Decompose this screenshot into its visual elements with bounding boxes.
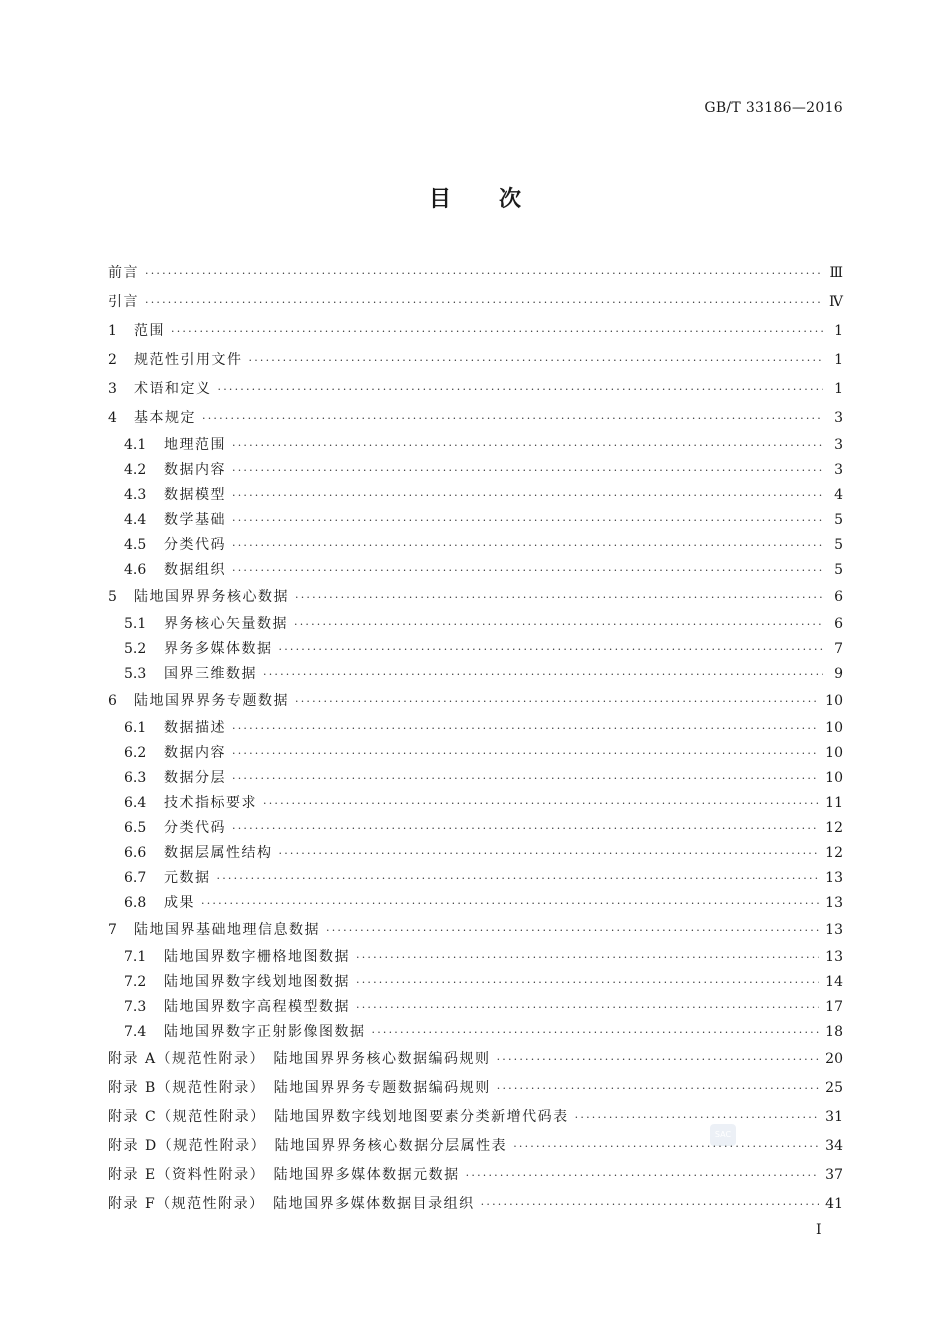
toc-leader-dots (249, 346, 824, 375)
toc-entry-page: 6 (834, 616, 843, 632)
toc-entry-page: 1 (834, 323, 843, 339)
toc-entry-label: 技术指标要求 (164, 795, 257, 811)
toc-entry-page: 13 (825, 922, 843, 938)
toc-entry-page: 17 (825, 999, 843, 1015)
toc-entry[interactable] (108, 1132, 843, 1161)
toc-entry-label: 数据层属性结构 (164, 845, 273, 861)
toc-entry-page: 12 (825, 845, 843, 861)
toc-entry-number: 4.1 (124, 437, 147, 453)
toc-entry-number: 4.6 (124, 562, 147, 578)
toc-leader-dots (279, 841, 820, 866)
toc-entry-page: 10 (825, 745, 843, 761)
toc-leader-dots (202, 404, 823, 433)
title-char-2: 次 (499, 187, 522, 212)
toc-entry[interactable] (108, 483, 843, 508)
toc-entry-page: 18 (825, 1024, 843, 1040)
toc-leader-dots (232, 533, 823, 558)
toc-entry-page: 5 (834, 537, 843, 553)
toc-entry[interactable] (108, 508, 843, 533)
toc-leader-dots (466, 1161, 820, 1190)
toc-entry[interactable] (108, 741, 843, 766)
toc-entry[interactable] (108, 970, 843, 995)
toc-leader-dots (294, 612, 823, 637)
toc-entry[interactable] (108, 766, 843, 791)
toc-entry-page: 3 (834, 437, 843, 453)
toc-entry-page: 3 (834, 462, 843, 478)
toc-entry[interactable] (108, 558, 843, 583)
toc-leader-dots (232, 433, 823, 458)
toc-entry[interactable] (108, 866, 843, 891)
toc-leader-dots (497, 1045, 820, 1074)
toc-entry[interactable] (108, 816, 843, 841)
toc-entry[interactable] (108, 533, 843, 558)
toc-entry[interactable] (108, 945, 843, 970)
toc-entry-number: 6.4 (124, 795, 147, 811)
table-of-contents (108, 259, 843, 1219)
toc-entry-number: 5.1 (124, 616, 147, 632)
toc-entry[interactable] (108, 1161, 843, 1190)
toc-entry-number: 2 (108, 352, 117, 368)
toc-entry[interactable] (108, 317, 843, 346)
toc-entry-number: 5.3 (124, 666, 147, 682)
toc-entry-label: 附录 B（规范性附录） 陆地国界界务专题数据编码规则 (108, 1080, 491, 1096)
toc-leader-dots (218, 375, 824, 404)
toc-entry-number: 7.2 (124, 974, 147, 990)
toc-entry-page: 10 (825, 770, 843, 786)
toc-entry-page: 20 (825, 1051, 843, 1067)
toc-entry-label: 陆地国界数字线划地图数据 (164, 974, 350, 990)
toc-entry-page: 41 (825, 1196, 843, 1212)
toc-entry-label: 界务核心矢量数据 (164, 616, 288, 632)
toc-entry[interactable] (108, 916, 843, 945)
page-title (0, 182, 950, 213)
toc-entry-number: 4.5 (124, 537, 147, 553)
toc-entry-page: 37 (825, 1167, 843, 1183)
toc-leader-dots (497, 1074, 819, 1103)
toc-entry-page: 10 (825, 693, 843, 709)
toc-leader-dots (232, 483, 823, 508)
toc-entry-page: 1 (834, 381, 843, 397)
toc-entry-label: 术语和定义 (134, 381, 212, 397)
toc-entry-label: 范围 (134, 323, 165, 339)
toc-entry-label: 陆地国界数字正射影像图数据 (164, 1024, 366, 1040)
toc-leader-dots (263, 662, 823, 687)
toc-entry-page: 10 (825, 720, 843, 736)
toc-entry[interactable] (108, 259, 843, 288)
toc-entry-number: 7 (108, 922, 117, 938)
toc-entry[interactable] (108, 1045, 843, 1074)
toc-entry-page: 25 (825, 1080, 843, 1096)
toc-entry-page: Ⅲ (829, 265, 843, 281)
toc-entry-label: 成果 (164, 895, 195, 911)
toc-leader-dots (232, 458, 823, 483)
toc-leader-dots (295, 583, 823, 612)
toc-leader-dots (295, 687, 819, 716)
toc-entry[interactable] (108, 458, 843, 483)
toc-entry-label: 国界三维数据 (164, 666, 257, 682)
toc-entry-number: 6.2 (124, 745, 147, 761)
toc-entry[interactable] (108, 716, 843, 741)
toc-entry-label: 界务多媒体数据 (164, 641, 273, 657)
toc-entry-number: 7.4 (124, 1024, 147, 1040)
toc-entry[interactable] (108, 1190, 843, 1219)
toc-entry[interactable] (108, 1103, 843, 1132)
toc-entry-page: 34 (825, 1138, 843, 1154)
toc-entry-page: Ⅳ (829, 294, 843, 310)
standard-code: GB/T 33186—2016 (704, 100, 843, 116)
toc-entry-label: 陆地国界界务核心数据 (134, 589, 289, 605)
toc-leader-dots (201, 891, 819, 916)
toc-entry-page: 5 (834, 512, 843, 528)
toc-leader-dots (232, 816, 819, 841)
toc-entry-label: 规范性引用文件 (134, 352, 243, 368)
toc-entry-number: 1 (108, 323, 117, 339)
toc-entry-label: 附录 F（规范性附录） 陆地国界多媒体数据目录组织 (108, 1196, 475, 1212)
toc-entry[interactable] (108, 433, 843, 458)
toc-entry-label: 数据分层 (164, 770, 226, 786)
toc-leader-dots (513, 1132, 819, 1161)
toc-entry-page: 3 (834, 410, 843, 426)
toc-entry-label: 数据模型 (164, 487, 226, 503)
toc-entry-page: 1 (834, 352, 843, 368)
toc-entry[interactable] (108, 841, 843, 866)
toc-entry-label: 陆地国界基础地理信息数据 (134, 922, 320, 938)
toc-entry-number: 5 (108, 589, 117, 605)
toc-entry-number: 4.4 (124, 512, 147, 528)
toc-entry[interactable] (108, 1074, 843, 1103)
toc-leader-dots (217, 866, 820, 891)
toc-entry-number: 7.3 (124, 999, 147, 1015)
toc-entry-number: 6.7 (124, 870, 147, 886)
toc-entry-number: 6.8 (124, 895, 147, 911)
toc-entry-page: 9 (834, 666, 843, 682)
toc-entry-page: 12 (825, 820, 843, 836)
toc-entry-number: 6.3 (124, 770, 147, 786)
toc-entry-number: 4.2 (124, 462, 147, 478)
toc-entry-label: 陆地国界界务专题数据 (134, 693, 289, 709)
toc-entry[interactable] (108, 583, 843, 612)
toc-entry[interactable] (108, 1020, 843, 1045)
toc-entry-page: 7 (834, 641, 843, 657)
toc-leader-dots (279, 637, 824, 662)
toc-entry-number: 6.5 (124, 820, 147, 836)
toc-entry-label: 附录 C（规范性附录） 陆地国界数字线划地图要素分类新增代码表 (108, 1109, 569, 1125)
toc-entry-number: 3 (108, 381, 117, 397)
toc-leader-dots (263, 791, 819, 816)
toc-entry[interactable] (108, 612, 843, 637)
title-char-1: 目 (428, 187, 451, 212)
toc-entry-page: 13 (825, 949, 843, 965)
toc-leader-dots (232, 766, 819, 791)
toc-entry-label: 附录 A（规范性附录） 陆地国界界务核心数据编码规则 (108, 1051, 491, 1067)
toc-entry-label: 数据内容 (164, 462, 226, 478)
toc-entry[interactable] (108, 662, 843, 687)
toc-entry-label: 陆地国界数字栅格地图数据 (164, 949, 350, 965)
toc-entry-label: 元数据 (164, 870, 211, 886)
toc-entry-number: 6.1 (124, 720, 147, 736)
toc-entry[interactable] (108, 687, 843, 716)
toc-entry-page: 11 (825, 795, 843, 811)
toc-leader-dots (232, 716, 819, 741)
toc-entry-page: 13 (825, 870, 843, 886)
toc-entry-label: 数据组织 (164, 562, 226, 578)
toc-entry-label: 数据内容 (164, 745, 226, 761)
toc-entry[interactable] (108, 791, 843, 816)
toc-leader-dots (232, 558, 823, 583)
toc-entry-page: 13 (825, 895, 843, 911)
toc-entry-number: 4.3 (124, 487, 147, 503)
toc-leader-dots (481, 1190, 820, 1219)
toc-entry-number: 6.6 (124, 845, 147, 861)
page-folio: I (816, 1222, 822, 1238)
toc-entry-number: 7.1 (124, 949, 147, 965)
toc-entry-label: 地理范围 (164, 437, 226, 453)
toc-entry-number: 5.2 (124, 641, 147, 657)
toc-entry-label: 基本规定 (134, 410, 196, 426)
toc-entry[interactable] (108, 288, 843, 317)
toc-leader-dots (575, 1103, 820, 1132)
toc-entry-label: 陆地国界数字高程模型数据 (164, 999, 350, 1015)
toc-leader-dots (326, 916, 819, 945)
toc-entry-label: 引言 (108, 294, 139, 310)
toc-leader-dots (145, 288, 823, 317)
toc-leader-dots (356, 970, 819, 995)
toc-entry[interactable] (108, 346, 843, 375)
toc-entry-number: 4 (108, 410, 117, 426)
toc-entry-label: 附录 D（规范性附录） 陆地国界界务核心数据分层属性表 (108, 1138, 508, 1154)
toc-entry[interactable] (108, 891, 843, 916)
toc-entry-page: 5 (834, 562, 843, 578)
toc-entry[interactable] (108, 637, 843, 662)
toc-entry-page: 31 (825, 1109, 843, 1125)
toc-entry[interactable] (108, 404, 843, 433)
toc-leader-dots (232, 508, 823, 533)
toc-entry-page: 4 (834, 487, 843, 503)
toc-entry-label: 前言 (108, 265, 139, 281)
toc-entry-label: 分类代码 (164, 537, 226, 553)
toc-leader-dots (171, 317, 823, 346)
toc-entry-number: 6 (108, 693, 117, 709)
toc-entry-label: 数学基础 (164, 512, 226, 528)
toc-entry-page: 14 (825, 974, 843, 990)
toc-leader-dots (356, 995, 819, 1020)
toc-entry-label: 分类代码 (164, 820, 226, 836)
toc-leader-dots (145, 259, 823, 288)
toc-entry[interactable] (108, 995, 843, 1020)
toc-leader-dots (232, 741, 819, 766)
toc-entry-label: 附录 E（资料性附录） 陆地国界多媒体数据元数据 (108, 1167, 460, 1183)
watermark-logo: SAC (710, 1124, 736, 1146)
toc-leader-dots (372, 1020, 820, 1045)
toc-entry-page: 6 (834, 589, 843, 605)
toc-leader-dots (356, 945, 819, 970)
toc-entry-label: 数据描述 (164, 720, 226, 736)
toc-entry[interactable] (108, 375, 843, 404)
